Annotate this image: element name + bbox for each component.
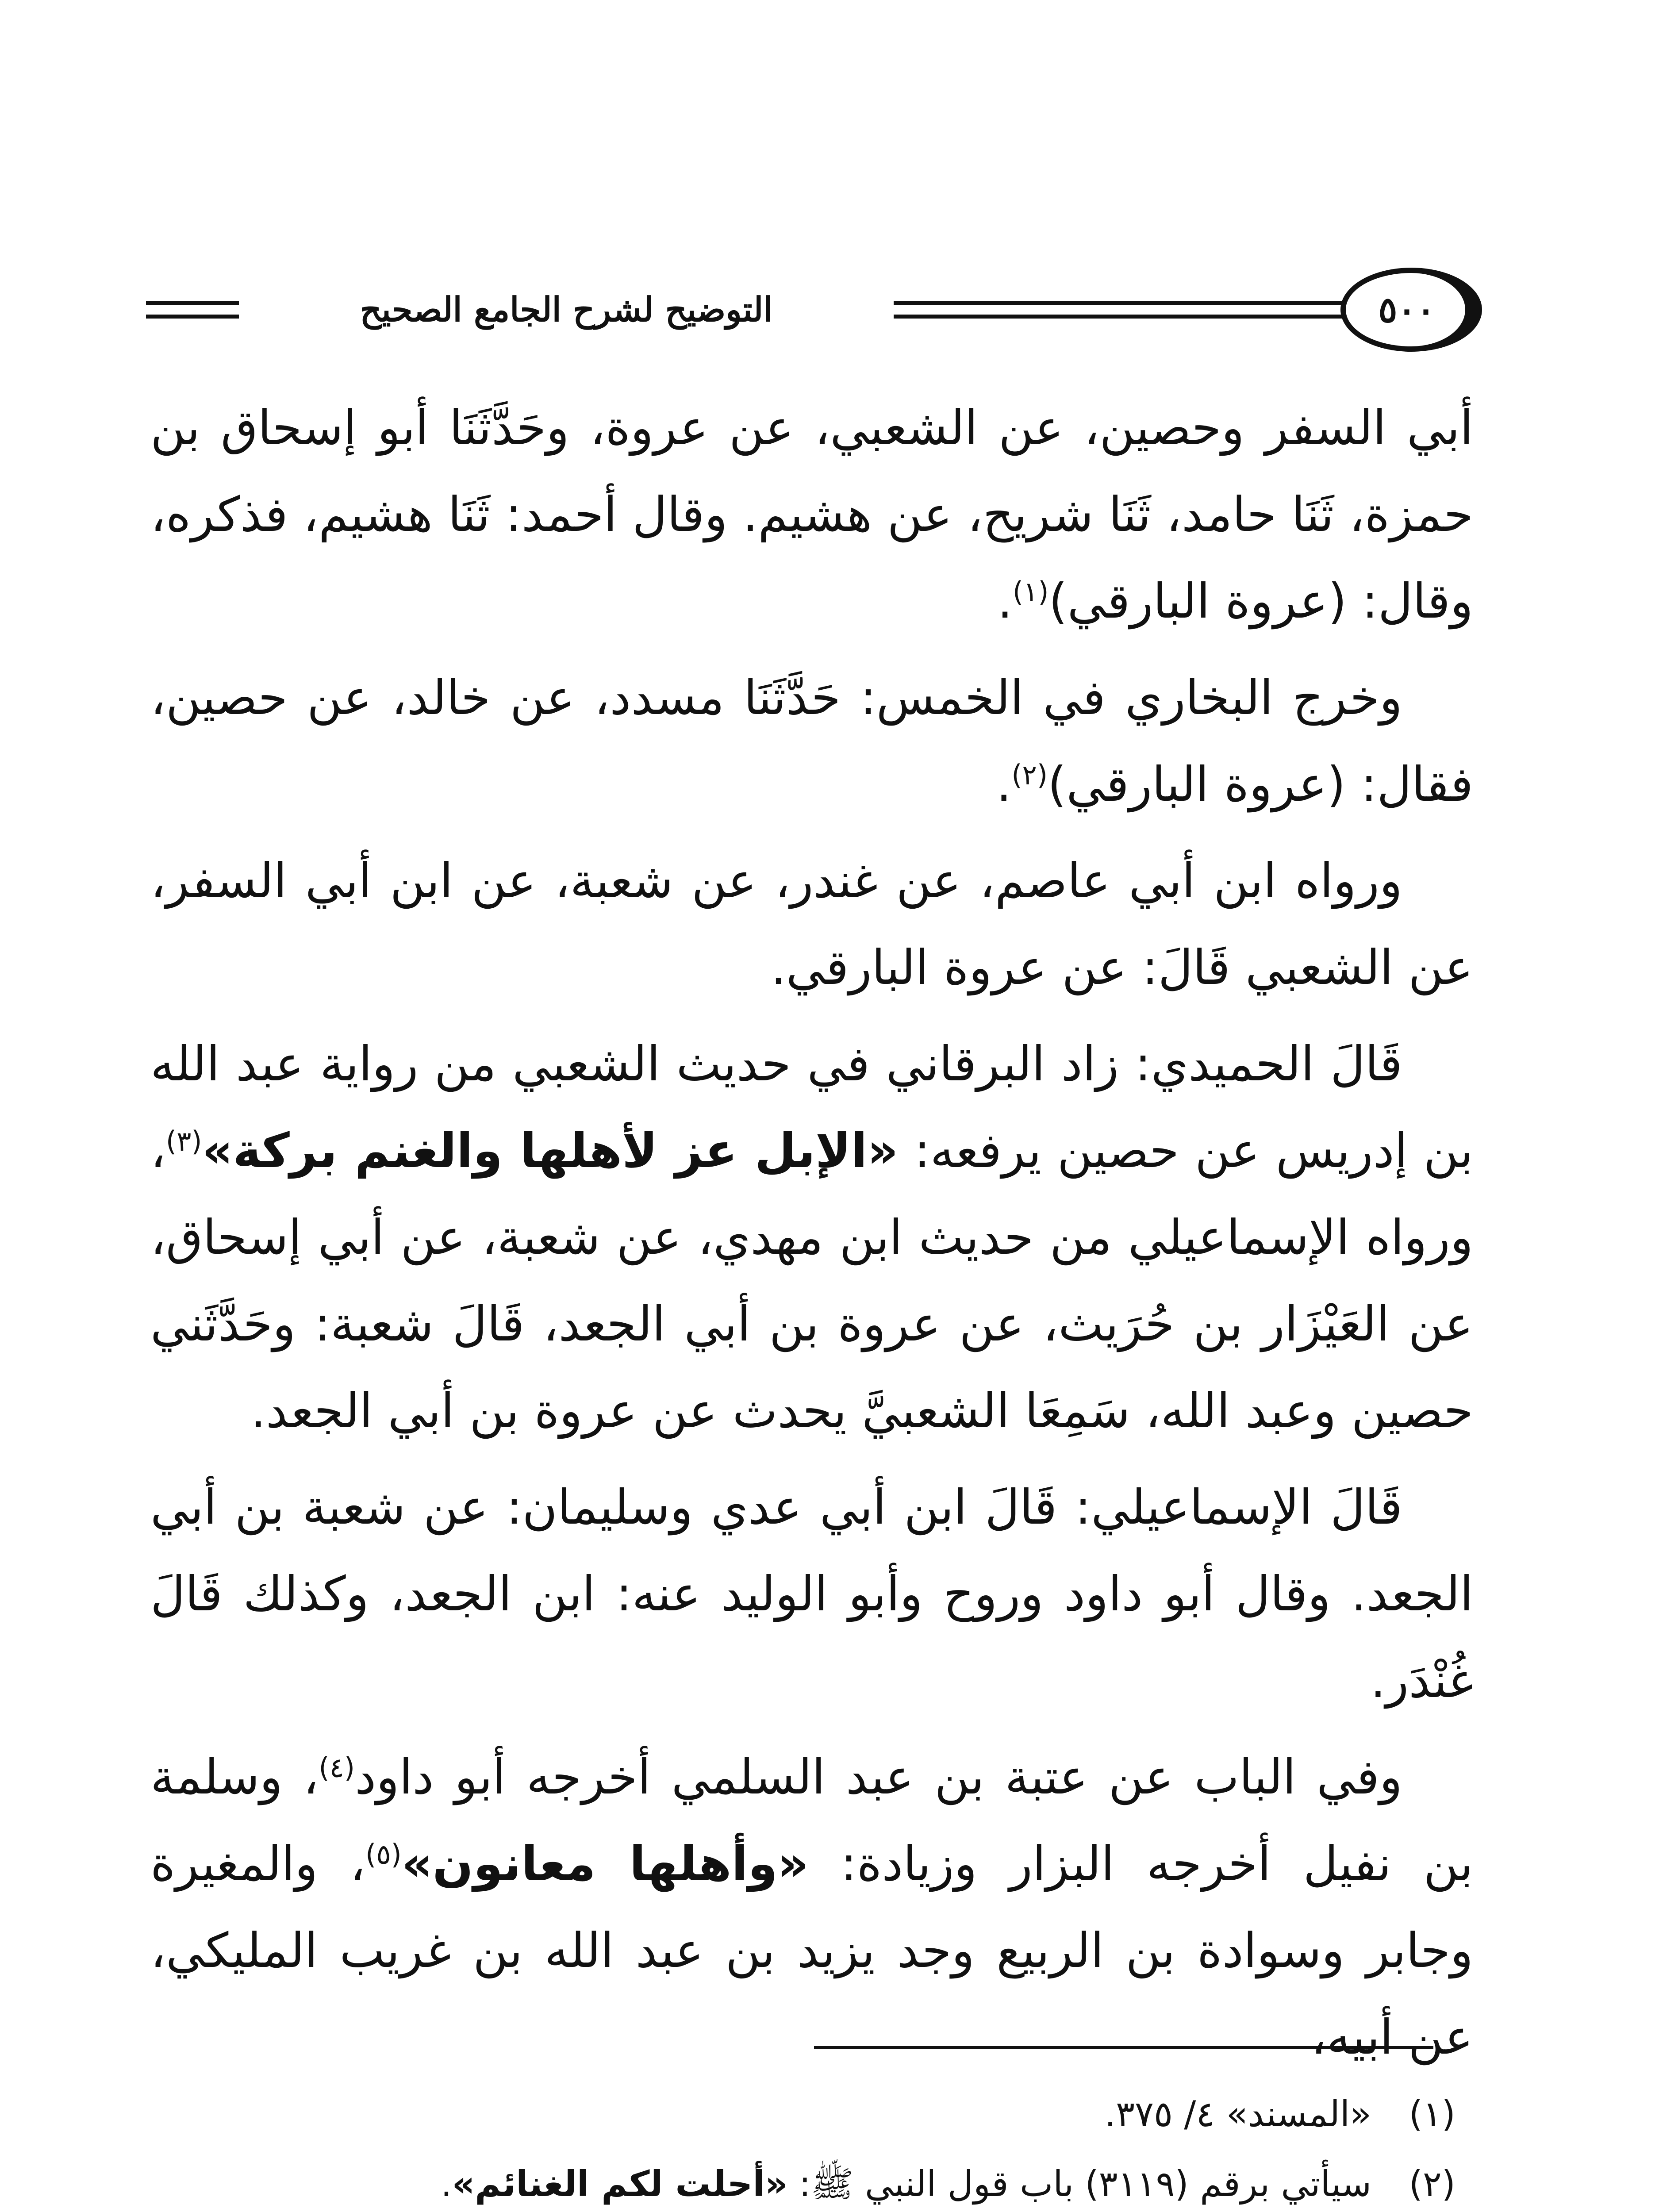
footnote-marker[interactable]: (٢) xyxy=(1011,759,1048,791)
paragraph xyxy=(150,1734,1473,2081)
running-header xyxy=(146,265,1478,354)
paragraph-text: وفي الباب عن عتبة بن عبد السلمي أخرجه أبو داود xyxy=(355,1750,1402,1805)
running-title: التوضيح لشرح الجامع الصحيح xyxy=(360,290,773,329)
paragraph-text: ، ورواه الإسماعيلي من حديث ابن مهدي، عن شعبة، عن أبي إسحاق، عن العَيْزَار بن حُرَيث، عن عروة بن أبي الجعد، قَالَ شعبة: وحَدَّثَني حصين وعبد الله، سَمِعَا الشعبيَّ يحدث عن عروة بن أبي الجعد. xyxy=(150,1123,1473,1439)
footnote-text: «المسند» ٤/ ٣٧٥. xyxy=(1104,2093,1371,2135)
paragraph-text: قَالَ الإسماعيلي: قَالَ ابن أبي عدي وسليمان: عن شعبة بن أبي الجعد. وقال أبو داود وروح وأبو الوليد عنه: ابن الجعد، وكذلك قَالَ غُنْدَر. xyxy=(150,1480,1473,1709)
paragraph xyxy=(150,655,1473,828)
page-number: ٥٠٠ xyxy=(1378,289,1436,330)
footnote-text: . xyxy=(441,2163,452,2204)
paragraph xyxy=(150,1021,1473,1455)
paragraph-text: ، والمغيرة وجابر وسوادة بن الربيع وجد يزيد بن عبد الله بن غريب المليكي، عن أبيه، xyxy=(150,1836,1473,2065)
paragraph-text: ، وسلمة بن نفيل أخرجه البزار وزيادة: xyxy=(150,1750,1473,1892)
footnote-marker[interactable]: (٣) xyxy=(165,1125,202,1157)
paragraph xyxy=(150,385,1473,645)
footnote-marker[interactable]: (٥) xyxy=(365,1838,402,1870)
hadith-quote: «وأهلها معانون» xyxy=(401,1836,809,1892)
paragraph-text: . xyxy=(996,757,1012,812)
footnote-separator xyxy=(814,2046,1433,2049)
footnote-item xyxy=(150,2079,1473,2149)
footnotes xyxy=(150,2079,1473,2212)
main-text xyxy=(150,385,1473,2081)
header-rule-middle xyxy=(894,301,1354,319)
paragraph xyxy=(150,838,1473,1011)
footnote-quote: «أحلت لكم الغنائم» xyxy=(452,2163,788,2204)
paragraph xyxy=(150,1464,1473,1724)
footnote-item xyxy=(150,2149,1473,2212)
paragraph-text: أبي السفر وحصين، عن الشعبي، عن عروة، وحَدَّثَنَا أبو إسحاق بن حمزة، ثَنَا حامد، ثَنَا شريح، عن هشيم. وقال أحمد: ثَنَا هشيم، فذكره، وقال: (عروة البارقي) xyxy=(150,400,1473,629)
footnote-number: (٢) xyxy=(1409,2163,1455,2204)
paragraph-text: . xyxy=(997,574,1013,629)
footnote-marker[interactable]: (٤) xyxy=(319,1751,355,1784)
footnote-text: سيأتي برقم (٣١١٩) باب قول النبي ﷺ: xyxy=(787,2163,1371,2204)
footnote-marker[interactable]: (١) xyxy=(1012,576,1049,608)
paragraph-text: وخرج البخاري في الخمس: حَدَّثَنَا مسدد، عن خالد، عن حصين، فقال: (عروة البارقي) xyxy=(150,670,1473,812)
header-rule-left xyxy=(146,301,239,319)
paragraph-text: قَالَ الحميدي: زاد البرقاني في حديث الشعبي من رواية عبد الله بن إدريس عن حصين يرفعه: xyxy=(150,1037,1473,1179)
hadith-quote: «الإبل عز لأهلها والغنم بركة» xyxy=(202,1123,899,1179)
paragraph-text: ورواه ابن أبي عاصم، عن غندر، عن شعبة، عن ابن أبي السفر، عن الشعبي قَالَ: عن عروة البارقي. xyxy=(150,853,1473,995)
footnote-number: (١) xyxy=(1409,2093,1455,2135)
